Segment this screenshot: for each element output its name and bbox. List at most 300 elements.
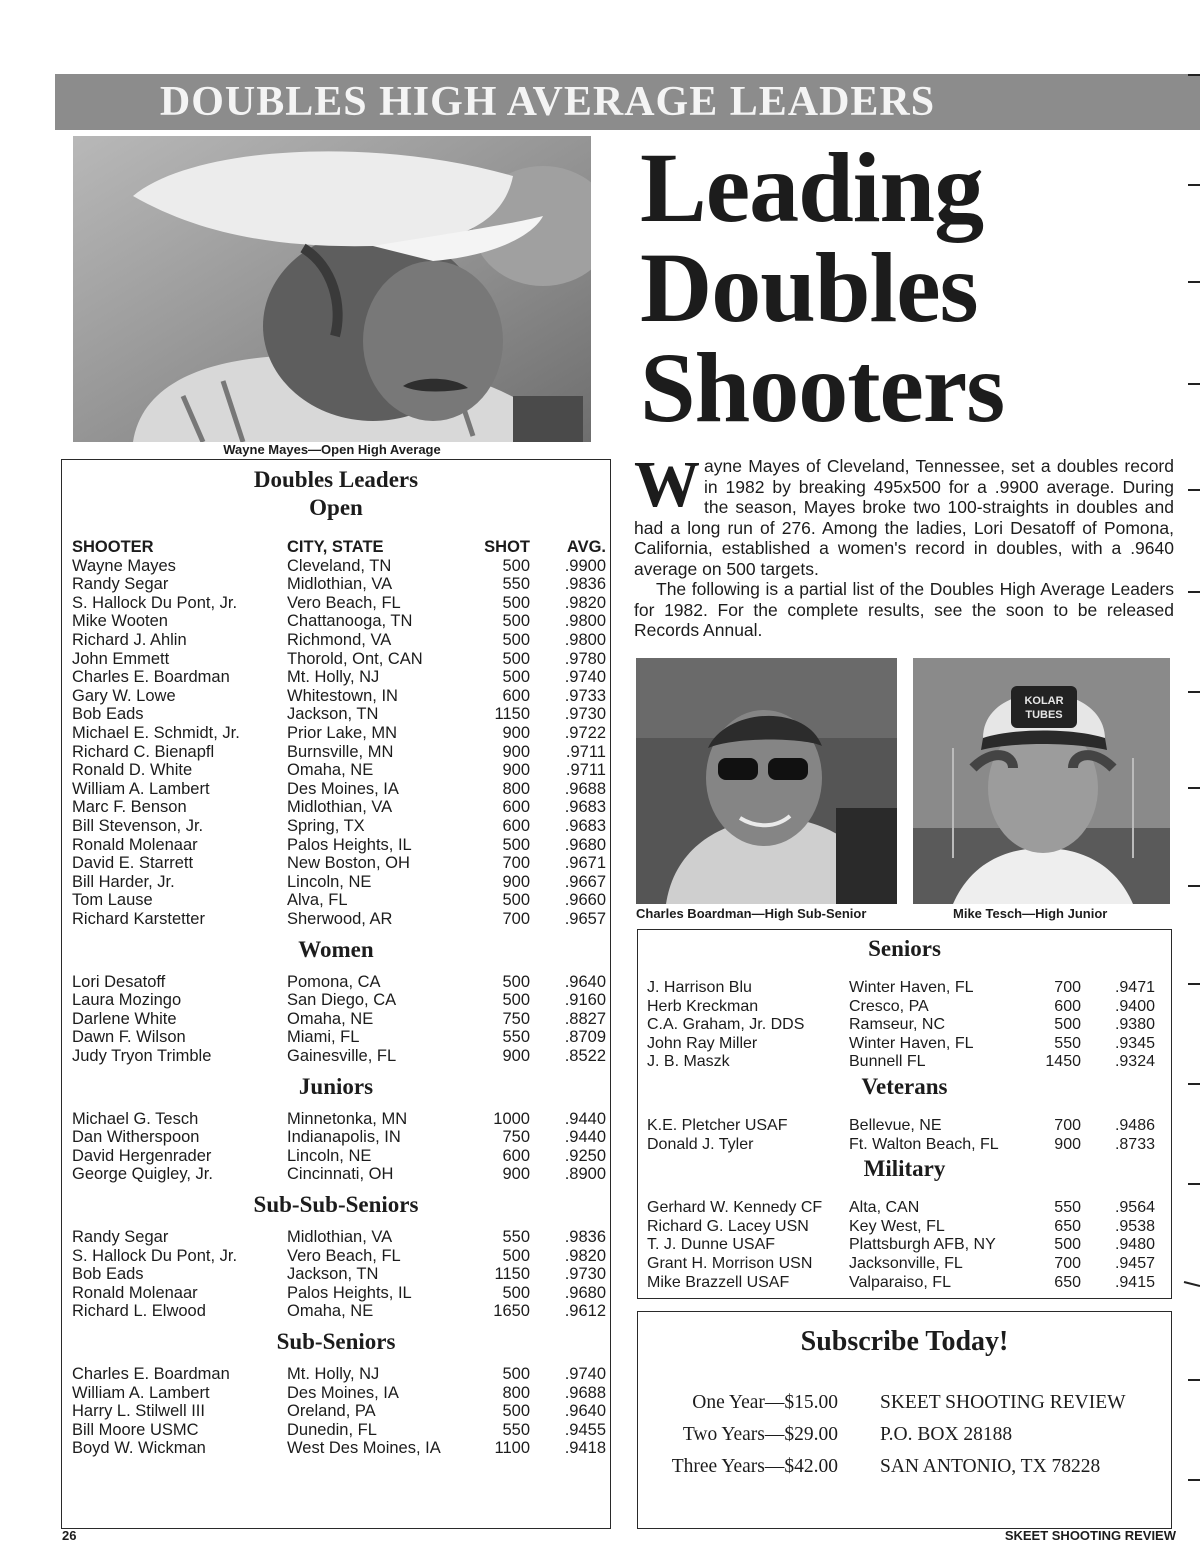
shooter-name: Bill Moore USMC	[72, 1420, 199, 1439]
city-state: Gainesville, FL	[287, 1047, 397, 1065]
table-row	[62, 594, 610, 613]
average: .9455	[564, 1420, 606, 1439]
table-row	[638, 1199, 1171, 1217]
shooter-name: William A. Lambert	[72, 779, 210, 798]
shot-count: 750	[502, 1128, 530, 1147]
shooter-name: John Ray Miller	[647, 1034, 758, 1052]
table-row	[638, 1255, 1171, 1273]
shot-count: 550	[502, 1420, 530, 1439]
table-row	[62, 612, 610, 631]
margin-ticks	[1180, 0, 1200, 1557]
tesch-photo	[913, 658, 1170, 904]
shooter-name: Bill Stevenson, Jr.	[72, 817, 204, 835]
city-state: Jacksonville, FL	[849, 1255, 963, 1272]
shot-count: 600	[502, 686, 530, 705]
drop-cap: W	[634, 448, 700, 521]
shooter-name: S. Hallock Du Pont, Jr.	[72, 1246, 238, 1265]
city-state: Cincinnati, OH	[287, 1165, 394, 1184]
shot-count: 500	[502, 1246, 530, 1265]
shooter-name: Mike Wooten	[72, 612, 168, 631]
table-row	[62, 650, 610, 669]
shooter-name: Dawn F. Wilson	[72, 1028, 186, 1047]
average: .9440	[564, 1128, 606, 1147]
city-state: Pomona, CA	[287, 972, 381, 991]
shot-count: 1000	[493, 1109, 530, 1128]
average: .9688	[564, 1383, 606, 1402]
shooter-name: Marc F. Benson	[72, 798, 187, 817]
shooter-name: J. Harrison Blu	[647, 979, 752, 996]
city-state: Minnetonka, MN	[287, 1109, 408, 1128]
shooter-name: S. Hallock Du Pont, Jr.	[72, 593, 238, 612]
section-banner: DOUBLES HIGH AVERAGE LEADERS	[55, 74, 1200, 130]
shot-count: 800	[502, 1383, 530, 1402]
table-row	[62, 1439, 610, 1458]
table-row	[62, 743, 610, 762]
shooter-name: Dan Witherspoon	[72, 1128, 200, 1147]
shooter-name: Harry L. Stilwell III	[72, 1402, 205, 1421]
table-row	[638, 1053, 1171, 1071]
column-header: CITY, STATE	[287, 538, 384, 556]
subscribe-box	[637, 1311, 1172, 1529]
city-state: Valparaiso, FL	[849, 1273, 951, 1291]
shot-count: 700	[1054, 1255, 1081, 1272]
city-state: Oreland, PA	[287, 1402, 376, 1421]
section-title: Seniors	[868, 936, 941, 961]
shot-count: 900	[502, 761, 530, 780]
seniors-box	[637, 929, 1172, 1299]
section-title: Sub-Sub-Seniors	[253, 1192, 419, 1217]
table-row	[62, 817, 610, 836]
average: .9657	[564, 910, 606, 928]
shooter-name: David E. Starrett	[72, 854, 194, 873]
shooter-name: C.A. Graham, Jr. DDS	[647, 1016, 805, 1034]
table-row	[638, 1117, 1171, 1135]
city-state: Sherwood, AR	[287, 910, 393, 928]
shot-count: 500	[502, 649, 530, 668]
average: .9711	[565, 761, 606, 780]
column-header: SHOOTER	[72, 538, 154, 556]
shot-count: 1150	[494, 1265, 530, 1284]
shooter-name: Michael G. Tesch	[72, 1109, 199, 1128]
shot-count: 1650	[493, 1302, 530, 1321]
boardman-photo	[636, 658, 897, 904]
shooter-name: William A. Lambert	[72, 1383, 210, 1402]
column-header: SHOT	[484, 538, 530, 556]
shot-count: 550	[502, 575, 530, 594]
shooter-name: Herb Kreckman	[647, 997, 759, 1015]
shooter-name: Bob Eads	[72, 1265, 144, 1284]
average: .9680	[564, 835, 606, 854]
table-row	[62, 575, 610, 594]
shooter-name: Ronald D. White	[72, 761, 193, 780]
shot-count: 600	[502, 817, 530, 835]
table-row	[62, 991, 610, 1010]
headline-line-1: Leading	[640, 132, 984, 243]
shot-count: 700	[1054, 1117, 1081, 1134]
shooter-name: K.E. Pletcher USAF	[647, 1117, 788, 1134]
average: .9640	[564, 972, 606, 991]
intro-p1-text: ayne Mayes of Cleveland, Tennessee, set a doubles record in 1982 by breaking 495x500 for a .9900 average. During the season, Mayes broke two 100-straights in doubles and had a long run of 276. Among the ladies, Lori Desatoff of Pomona, California, established a women's record in doubles, with a .9640 average on 500 targets.	[634, 456, 1174, 579]
average: .9740	[564, 668, 606, 687]
average: .9730	[564, 1265, 606, 1284]
average: .9820	[564, 593, 606, 612]
average: .9820	[564, 1246, 606, 1265]
city-state: Indianapolis, IN	[287, 1128, 401, 1147]
city-state: Cleveland, TN	[287, 556, 392, 575]
average: .9440	[564, 1109, 606, 1128]
table-row	[638, 979, 1171, 997]
average: .9740	[564, 1365, 606, 1383]
table-row	[62, 1128, 610, 1147]
average: .8900	[564, 1165, 606, 1184]
main-photo	[73, 136, 591, 442]
city-state: Thorold, Ont, CAN	[287, 649, 423, 668]
city-state: Omaha, NE	[287, 1009, 374, 1028]
shooter-name: Ronald Molenaar	[72, 1283, 198, 1302]
table-row	[62, 1265, 610, 1284]
shot-count: 500	[502, 668, 530, 687]
headline-line-3: Shooters	[640, 332, 1005, 443]
table-row	[62, 1365, 610, 1384]
average: .9457	[1114, 1255, 1155, 1272]
average: .8827	[564, 1009, 606, 1028]
table-row	[62, 1247, 610, 1266]
city-state: Burnsville, MN	[287, 742, 394, 761]
shot-count: 550	[502, 1028, 530, 1047]
average: .9667	[564, 872, 606, 891]
boardman-illustration	[636, 658, 897, 904]
average: .9538	[1114, 1217, 1155, 1235]
shot-count: 500	[502, 556, 530, 575]
shooter-name: Bill Harder, Jr.	[72, 872, 175, 891]
shot-count: 900	[502, 742, 530, 761]
table-row	[638, 998, 1171, 1016]
shooter-name: Lori Desatoff	[72, 972, 166, 991]
table-row	[638, 1236, 1171, 1254]
column-header: AVG.	[566, 538, 606, 556]
table-row	[62, 1228, 610, 1247]
shot-count: 900	[502, 724, 530, 742]
headline-line-2: Doubles	[640, 232, 978, 343]
shot-count: 500	[502, 835, 530, 854]
shot-count: 1150	[494, 705, 530, 724]
table-row	[62, 1028, 610, 1047]
intro-paragraph-2: The following is a partial list of the Doubles High Average Leaders for 1982. For the complete results, see the soon to be released Records Annual.	[634, 579, 1174, 640]
shot-count: 650	[1054, 1217, 1081, 1235]
city-state: Plattsburgh AFB, NY	[849, 1236, 996, 1254]
shot-count: 1450	[1045, 1053, 1081, 1071]
shot-count: 500	[1054, 1236, 1081, 1254]
city-state: Ramseur, NC	[849, 1016, 946, 1034]
shot-count: 900	[502, 872, 530, 891]
average: .9900	[564, 556, 606, 575]
shot-count: 600	[1054, 997, 1081, 1015]
city-state: Chattanooga, TN	[287, 612, 413, 631]
section-title: Sub-Seniors	[276, 1329, 396, 1354]
table-row	[638, 1218, 1171, 1236]
intro-paragraph-1	[634, 448, 1174, 579]
shot-count: 500	[502, 891, 530, 910]
city-state: Omaha, NE	[287, 1302, 374, 1321]
section-title: Open	[309, 495, 363, 520]
average: .9730	[564, 705, 606, 724]
table-row	[62, 631, 610, 650]
average: .9415	[1114, 1273, 1155, 1291]
city-state: Lincoln, NE	[287, 872, 372, 891]
table-row	[62, 854, 610, 873]
average: .9780	[564, 649, 606, 668]
average: .9486	[1114, 1117, 1155, 1134]
city-state: Jackson, TN	[287, 1265, 379, 1284]
shot-count: 900	[502, 1047, 530, 1065]
shooter-name: Richard G. Lacey USN	[647, 1217, 809, 1235]
city-state: West Des Moines, IA	[287, 1439, 441, 1458]
average: .9680	[564, 1283, 606, 1302]
shooter-name: John Emmett	[72, 649, 170, 668]
average: .9836	[564, 1228, 606, 1246]
city-state: Alta, CAN	[849, 1199, 920, 1217]
city-state: Bellevue, NE	[849, 1117, 942, 1134]
average: .9471	[1114, 979, 1155, 996]
average: .9640	[564, 1402, 606, 1421]
shooter-name: Randy Segar	[72, 575, 169, 594]
section-title: Juniors	[298, 1073, 374, 1099]
shot-count: 700	[1054, 979, 1081, 996]
table-row	[62, 724, 610, 743]
shot-count: 500	[502, 1283, 530, 1302]
shot-count: 550	[1054, 1199, 1081, 1217]
average: .9160	[564, 991, 606, 1010]
table-row	[62, 891, 610, 910]
table-row	[62, 1110, 610, 1129]
table-row	[62, 1421, 610, 1440]
shot-count: 500	[502, 593, 530, 612]
city-state: Midlothian, VA	[287, 575, 393, 594]
average: .9800	[564, 612, 606, 631]
average: .9250	[564, 1146, 606, 1165]
shooter-name: David Hergenrader	[72, 1146, 212, 1165]
table-row	[638, 1016, 1171, 1034]
city-state: Omaha, NE	[287, 761, 374, 780]
shot-count: 550	[502, 1228, 530, 1246]
city-state: Midlothian, VA	[287, 798, 393, 817]
shooter-name: Gerhard W. Kennedy CF	[647, 1199, 823, 1217]
average: .9711	[565, 742, 606, 761]
shooter-name: T. J. Dunne USAF	[647, 1236, 776, 1254]
section-title: Veterans	[861, 1074, 948, 1099]
shot-count: 500	[1054, 1016, 1081, 1034]
city-state: Dunedin, FL	[287, 1420, 377, 1439]
average: .9380	[1114, 1016, 1155, 1034]
shot-count: 900	[502, 1165, 530, 1184]
city-state: Spring, TX	[287, 817, 365, 835]
city-state: Cresco, PA	[849, 997, 929, 1015]
table-row	[638, 1136, 1171, 1154]
average: .9683	[564, 798, 606, 817]
shooter-name: Richard L. Elwood	[72, 1302, 206, 1321]
shooter-name: Richard C. Bienapfl	[72, 742, 215, 761]
city-state: Whitestown, IN	[287, 686, 398, 705]
table-row	[62, 761, 610, 780]
address-line-3: SAN ANTONIO, TX 78228	[880, 1456, 1101, 1477]
shot-count: 550	[1054, 1034, 1081, 1052]
headline	[640, 132, 1180, 443]
table-row	[638, 1035, 1171, 1053]
average: .9688	[564, 779, 606, 798]
shooter-name: Darlene White	[72, 1009, 177, 1028]
shot-count: 500	[502, 631, 530, 649]
city-state: New Boston, OH	[287, 854, 410, 873]
tesch-caption: Mike Tesch—High Junior	[953, 906, 1108, 921]
average: .8733	[1114, 1135, 1155, 1153]
leaders-title: Doubles Leaders	[253, 467, 419, 492]
city-state: Des Moines, IA	[287, 1383, 399, 1402]
shooter-name: Richard Karstetter	[72, 910, 205, 928]
shot-count: 1100	[494, 1439, 530, 1458]
city-state: Alva, FL	[287, 891, 348, 910]
shooter-name: Donald J. Tyler	[647, 1135, 754, 1153]
city-state: Winter Haven, FL	[849, 979, 974, 996]
city-state: Winter Haven, FL	[849, 1034, 974, 1052]
table-row	[62, 1165, 610, 1184]
cap-logo-text: KOLAR	[1024, 695, 1064, 707]
column-header-row	[62, 538, 610, 557]
table-row	[62, 1402, 610, 1421]
tesch-illustration	[913, 658, 1170, 904]
shooter-name: Grant H. Morrison USN	[647, 1255, 813, 1272]
shooter-name: Boyd W. Wickman	[72, 1439, 206, 1458]
city-state: Ft. Walton Beach, FL	[849, 1135, 999, 1153]
average: .9683	[564, 817, 606, 835]
city-state: Prior Lake, MN	[287, 724, 398, 742]
average: .9671	[564, 854, 606, 873]
table-row	[62, 557, 610, 576]
city-state: Lincoln, NE	[287, 1146, 372, 1165]
shooter-name: Mike Brazzell USAF	[647, 1273, 790, 1291]
city-state: Bunnell FL	[849, 1053, 926, 1071]
average: .9612	[564, 1302, 606, 1321]
shot-count: 600	[502, 1146, 530, 1165]
average: .9400	[1114, 997, 1155, 1015]
table-row	[62, 873, 610, 892]
shot-count: 900	[1054, 1135, 1081, 1153]
average: .8522	[564, 1047, 606, 1065]
average: .9836	[564, 575, 606, 594]
average: .9418	[564, 1439, 606, 1458]
city-state: Midlothian, VA	[287, 1228, 393, 1246]
table-row	[62, 780, 610, 799]
shot-count: 800	[502, 779, 530, 798]
average: .9324	[1114, 1053, 1155, 1071]
shooter-name: Wayne Mayes	[72, 556, 176, 575]
shooter-name: Randy Segar	[72, 1228, 169, 1246]
shooter-name: Ronald Molenaar	[72, 835, 198, 854]
city-state: Jackson, TN	[287, 705, 379, 724]
table-row	[62, 1047, 610, 1066]
table-row	[62, 1302, 610, 1321]
table-row	[62, 1284, 610, 1303]
city-state: Des Moines, IA	[287, 779, 399, 798]
main-photo-caption: Wayne Mayes—Open High Average	[223, 442, 441, 457]
shot-count: 700	[502, 910, 530, 928]
table-row	[62, 668, 610, 687]
average: .8709	[564, 1028, 606, 1047]
table-row	[62, 1147, 610, 1166]
average: .9660	[564, 891, 606, 910]
average: .9345	[1114, 1034, 1155, 1052]
average: .9480	[1114, 1236, 1155, 1254]
shooter-name: J. B. Maszk	[647, 1053, 730, 1071]
shooter-name: Richard J. Ahlin	[72, 631, 187, 649]
shot-count: 700	[502, 854, 530, 873]
section-title: Military	[863, 1156, 946, 1182]
shooter-name: Charles E. Boardman	[72, 1365, 230, 1383]
footer-publication: SKEET SHOOTING REVIEW	[1004, 1528, 1176, 1543]
subscribe-title: Subscribe Today!	[800, 1326, 1009, 1357]
table-row	[62, 973, 610, 992]
table-row	[62, 687, 610, 706]
address-line-2: P.O. BOX 28188	[880, 1424, 1013, 1445]
shot-count: 500	[502, 1402, 530, 1421]
price-two-years: Two Years—$29.00	[682, 1424, 838, 1445]
cap-logo-text-2: TUBES	[1025, 709, 1063, 721]
shot-count: 650	[1054, 1273, 1081, 1291]
city-state: Palos Heights, IL	[287, 1283, 412, 1302]
shooter-name: George Quigley, Jr.	[72, 1165, 213, 1184]
shooter-name: Judy Tryon Trimble	[72, 1047, 212, 1065]
city-state: Miami, FL	[287, 1028, 360, 1047]
average: .9722	[564, 724, 606, 742]
average: .9564	[1114, 1199, 1155, 1217]
city-state: Mt. Holly, NJ	[287, 1365, 380, 1383]
shooter-name: Charles E. Boardman	[72, 668, 230, 687]
shot-count: 750	[502, 1009, 530, 1028]
doubles-leaders-box	[61, 459, 611, 1529]
city-state: San Diego, CA	[287, 991, 397, 1010]
shot-count: 500	[502, 991, 530, 1010]
portrait-illustration	[73, 136, 591, 442]
intro-text	[634, 448, 1174, 641]
boardman-caption: Charles Boardman—High Sub-Senior	[636, 906, 867, 921]
shot-count: 600	[502, 798, 530, 817]
shooter-name: Michael E. Schmidt, Jr.	[72, 724, 240, 742]
table-row	[62, 1384, 610, 1403]
table-row	[62, 836, 610, 855]
price-three-years: Three Years—$42.00	[671, 1456, 838, 1477]
shooter-name: Laura Mozingo	[72, 991, 182, 1010]
page-number: 26	[62, 1528, 77, 1543]
city-state: Vero Beach, FL	[287, 1246, 401, 1265]
shot-count: 500	[502, 972, 530, 991]
city-state: Key West, FL	[849, 1217, 945, 1235]
shooter-name: Bob Eads	[72, 705, 144, 724]
average: .9800	[564, 631, 606, 649]
table-row	[638, 1274, 1171, 1292]
shooter-name: Tom Lause	[72, 891, 153, 910]
price-one-year: One Year—$15.00	[692, 1392, 838, 1413]
shot-count: 500	[502, 1365, 530, 1383]
table-row	[62, 1010, 610, 1029]
city-state: Palos Heights, IL	[287, 835, 412, 854]
city-state: Mt. Holly, NJ	[287, 668, 380, 687]
city-state: Richmond, VA	[287, 631, 392, 649]
average: .9733	[564, 686, 606, 705]
shooter-name: Gary W. Lowe	[72, 686, 176, 705]
address-line-1: SKEET SHOOTING REVIEW	[880, 1392, 1126, 1413]
shot-count: 500	[502, 612, 530, 631]
table-row	[62, 798, 610, 817]
city-state: Vero Beach, FL	[287, 593, 401, 612]
